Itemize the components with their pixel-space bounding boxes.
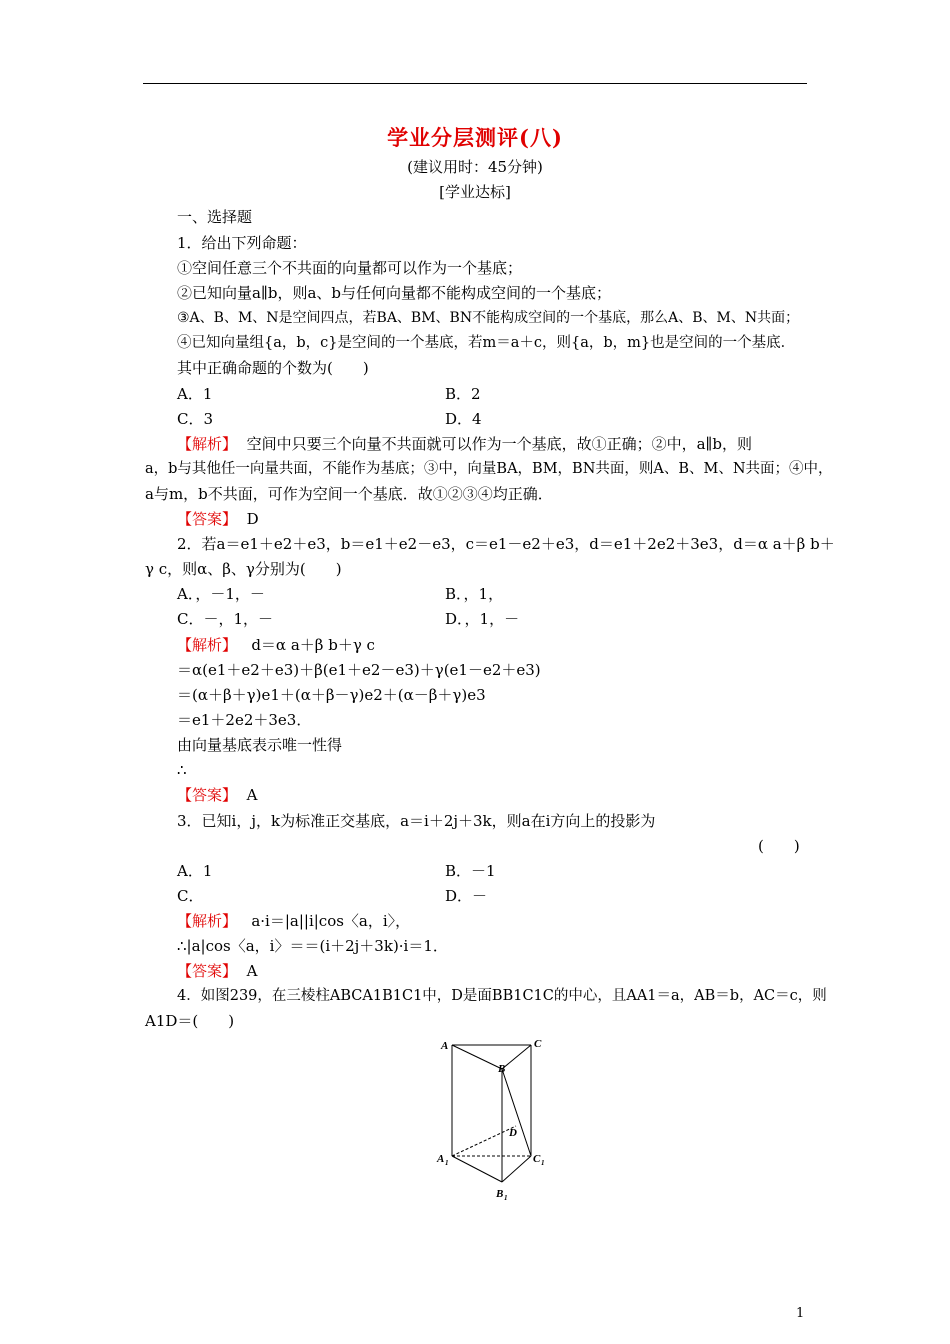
q2-answer bbox=[177, 785, 257, 805]
q1-analysis-line-1 bbox=[177, 434, 752, 454]
q3-answer-paren: ( ) bbox=[758, 837, 800, 855]
q1-question: 其中正确命题的个数为( ) bbox=[177, 359, 369, 377]
q3-analysis-line-1 bbox=[177, 911, 410, 931]
header-rule bbox=[143, 83, 807, 84]
q3-option-c: C． bbox=[177, 887, 204, 905]
q2-analysis-line-5: 由向量基底表示唯一性得 bbox=[177, 736, 343, 754]
q1-statement-4: ④已知向量组{a，b，c}是空间的一个基底，若m＝a＋c，则{a，b，m}也是空间的一个基底． bbox=[177, 335, 796, 351]
label-B: B bbox=[498, 1063, 506, 1075]
analysis-text: a·i＝|a||i|cos〈a，i〉， bbox=[251, 912, 411, 930]
analysis-text: 空间中只要三个向量不共面就可以作为一个基底，故①正确；②中，a∥b，则 bbox=[246, 435, 753, 453]
q4-stem-line-2: A1D＝( ) bbox=[145, 1012, 235, 1030]
q2-analysis-line-2: ＝α(e1＋e2＋e3)＋β(e1＋e2－e3)＋γ(e1－e2＋e3) bbox=[177, 661, 541, 679]
label-B1-sub: 1 bbox=[504, 1194, 508, 1202]
q1-option-b: B．2 bbox=[445, 385, 481, 403]
label-A1-sub: 1 bbox=[445, 1159, 449, 1167]
answer-tag: 【答案】 bbox=[177, 786, 238, 804]
q2-analysis-line-1 bbox=[177, 635, 375, 655]
analysis-text: d＝α a＋β b＋γ c bbox=[251, 636, 375, 654]
q2-analysis-line-4: ＝e1＋2e2＋3e3． bbox=[177, 711, 312, 729]
label-C1: C bbox=[533, 1153, 541, 1165]
q1-stem: 1．给出下列命题： bbox=[177, 234, 307, 252]
q2-stem-line-2: γ c，则α、β、γ分别为( ) bbox=[145, 560, 342, 578]
q2-stem-line-1: 2．若a＝e1＋e2＋e3，b＝e1＋e2－e3，c＝e1－e2＋e3，d＝e1＋2e2＋3e3，d＝α a＋β b＋ bbox=[177, 535, 835, 553]
answer-tag: 【答案】 bbox=[177, 962, 238, 980]
q1-option-c: C．3 bbox=[177, 410, 214, 428]
q1-statement-3: ③A、B、M、N是空间四点，若BA、BM、BN不能构成空间的一个基底，那么A、B、M、N共面； bbox=[177, 310, 800, 326]
q2-option-d: D．，1，－ bbox=[445, 610, 520, 628]
q2-analysis-line-3: ＝(α＋β＋γ)e1＋(α＋β－γ)e2＋(α－β＋γ)e3 bbox=[177, 686, 486, 704]
q3-option-b: B．－1 bbox=[445, 862, 496, 880]
q1-analysis-line-2: a，b与其他任一向量共面，不能作为基底；③中，向量BA，BM，BN共面，则A、B、M、N共面；④中， bbox=[145, 461, 833, 477]
q3-stem: 3．已知i，j，k为标准正交基底，a＝i＋2j＋3k，则a在i方向上的投影为 bbox=[177, 812, 656, 830]
q1-statement-2: ②已知向量a∥b，则a、b与任何向量都不能构成空间的一个基底； bbox=[177, 284, 612, 302]
part-heading: 一、选择题 bbox=[177, 208, 253, 226]
q1-statement-1: ①空间任意三个不共面的向量都可以作为一个基底； bbox=[177, 259, 523, 277]
prism-figure bbox=[430, 1032, 560, 1212]
q2-analysis-line-6: ∴ bbox=[177, 761, 187, 779]
label-C1-sub: 1 bbox=[541, 1159, 545, 1167]
q4-stem-line-1: 4．如图239，在三棱柱ABCA1B1C1中，D是面BB1C1C的中心，且AA1＝a，AB＝b，AC＝c，则 bbox=[177, 988, 827, 1004]
q2-option-c: C．－，1，－ bbox=[177, 610, 274, 628]
analysis-tag: 【解析】 bbox=[177, 912, 238, 930]
q2-option-b: B．，1， bbox=[445, 585, 504, 603]
page-number: 1 bbox=[796, 1306, 805, 1321]
label-A1: A bbox=[437, 1153, 445, 1165]
q1-option-a: A．1 bbox=[177, 385, 213, 403]
q3-answer bbox=[177, 961, 257, 981]
label-A: A bbox=[441, 1040, 449, 1052]
label-D: D bbox=[509, 1127, 517, 1139]
section-tag: [学业达标] bbox=[439, 183, 511, 201]
answer-value: D bbox=[246, 510, 259, 528]
suggested-time: (建议用时：45分钟) bbox=[407, 158, 543, 176]
q1-option-d: D．4 bbox=[445, 410, 482, 428]
q1-analysis-line-3: a与m，b不共面，可作为空间一个基底．故①②③④均正确． bbox=[145, 485, 553, 503]
analysis-tag: 【解析】 bbox=[177, 636, 238, 654]
q3-analysis-line-2: ∴|a|cos〈a，i〉＝＝(i＋2j＋3k)·i＝1． bbox=[177, 937, 448, 955]
answer-value: A bbox=[246, 962, 258, 980]
answer-tag: 【答案】 bbox=[177, 510, 238, 528]
analysis-tag: 【解析】 bbox=[177, 435, 238, 453]
label-B1: B bbox=[496, 1188, 504, 1200]
answer-value: A bbox=[246, 786, 258, 804]
page-title: 学业分层测评(八) bbox=[387, 125, 563, 150]
q3-option-d: D．－ bbox=[445, 887, 488, 905]
q3-option-a: A．1 bbox=[177, 862, 213, 880]
q2-option-a: A．，－1，－ bbox=[177, 585, 265, 603]
label-C: C bbox=[534, 1038, 542, 1050]
q1-answer bbox=[177, 509, 259, 529]
